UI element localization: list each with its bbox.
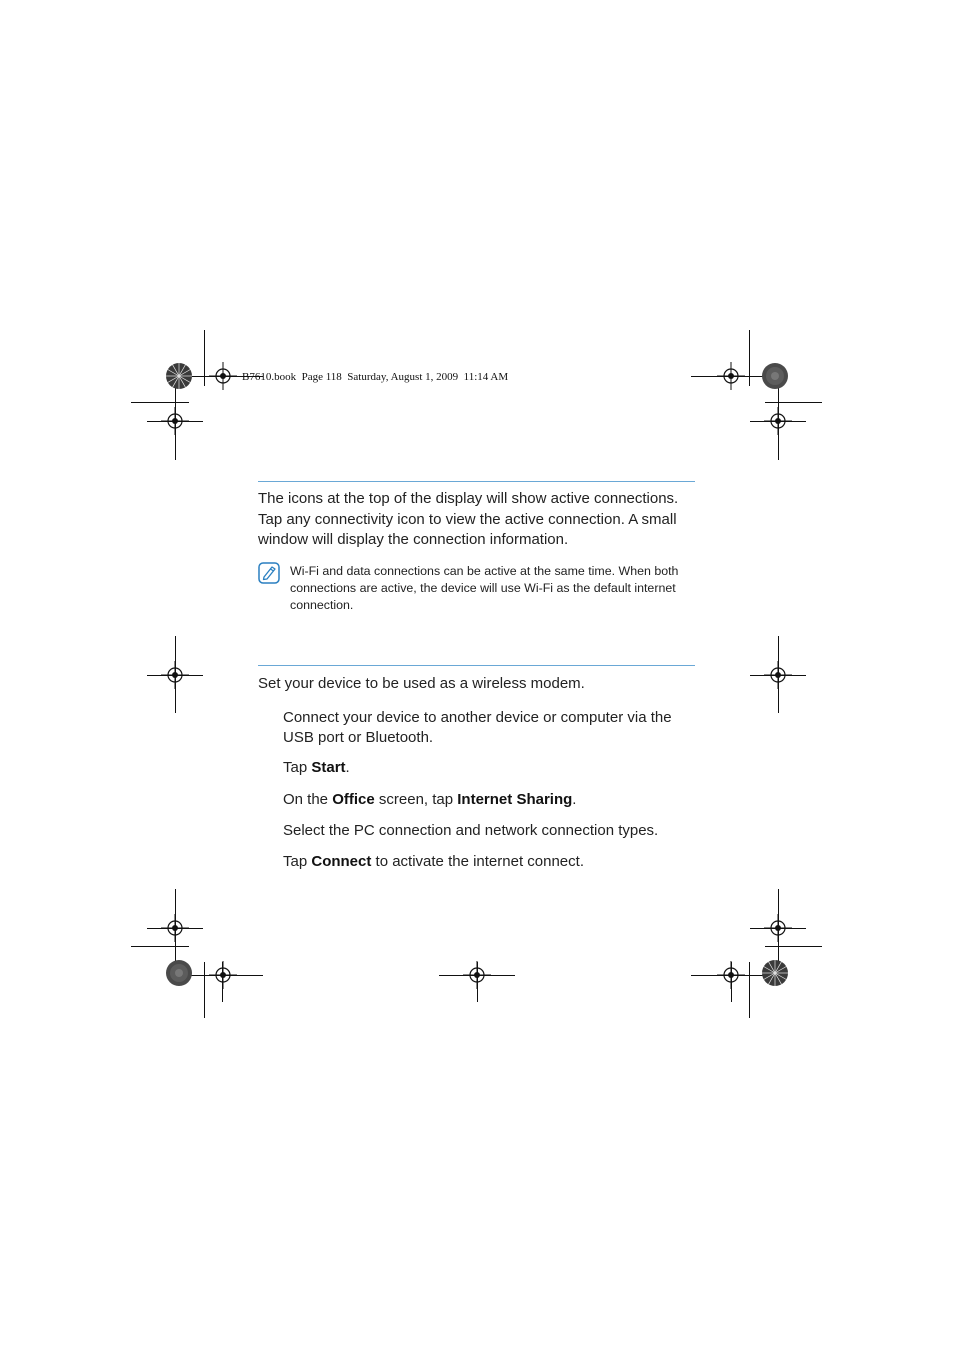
office-label: Office	[332, 791, 375, 808]
step-text: On the	[283, 791, 333, 808]
section-divider	[258, 481, 695, 482]
step-item	[283, 708, 703, 747]
crop-mark-line	[147, 421, 203, 422]
crop-mark-line	[765, 946, 822, 947]
crop-mark-line	[750, 928, 806, 929]
crop-mark-line	[750, 675, 806, 676]
crop-mark-line	[147, 928, 203, 929]
crop-mark-line	[750, 421, 806, 422]
crop-mark-line	[765, 402, 822, 403]
step-text: Select the PC connection and network connection types.	[283, 822, 659, 839]
starburst-mark-icon	[761, 362, 789, 390]
step-item	[283, 790, 703, 810]
step-text: Connect your device to another device or computer via the USB port or Bluetooth.	[283, 709, 672, 746]
section-divider	[258, 665, 695, 666]
starburst-mark-icon	[761, 959, 789, 987]
step-item	[283, 821, 703, 841]
crop-mark-line	[749, 962, 750, 1018]
step-item	[283, 758, 703, 778]
starburst-mark-icon	[165, 959, 193, 987]
internet-sharing-label: Internet Sharing	[457, 791, 573, 808]
step-text: .	[572, 791, 577, 808]
crop-mark-line	[131, 946, 189, 947]
crop-mark-line	[131, 402, 189, 403]
crop-mark-line	[691, 975, 766, 976]
note-icon	[258, 562, 280, 584]
step-text: to activate the internet connect.	[371, 853, 584, 870]
active-connections-paragraph: The icons at the top of the display will show active connections. Tap any connectivity icon to view the active connection. A small window will display the connection information.	[258, 490, 679, 548]
crop-mark-line	[749, 330, 750, 386]
step-text: screen, tap	[374, 791, 458, 808]
print-header-slug: B7610.book Page 118 Saturday, August 1, 2009 11:14 AM	[242, 371, 509, 383]
step-item	[283, 852, 703, 872]
section-intro: Set your device to be used as a wireless modem.	[258, 675, 585, 692]
starburst-mark-icon	[165, 362, 193, 390]
crop-mark-line	[204, 330, 205, 386]
crop-mark-line	[204, 962, 205, 1018]
crop-mark-line	[188, 975, 263, 976]
crop-mark-line	[147, 675, 203, 676]
connect-label: Connect	[311, 853, 372, 870]
step-text: .	[345, 759, 350, 776]
note-text: Wi-Fi and data connections can be active at the same time. When both connections are active, the device will use Wi-Fi as the default internet connection.	[290, 564, 679, 612]
step-text: Tap	[283, 853, 312, 870]
crop-mark-line	[691, 376, 766, 377]
start-label: Start	[311, 759, 346, 776]
crop-mark-line	[477, 962, 478, 1002]
step-text: Tap	[283, 759, 312, 776]
crop-mark-line	[222, 962, 223, 1002]
crop-mark-line	[731, 962, 732, 1002]
